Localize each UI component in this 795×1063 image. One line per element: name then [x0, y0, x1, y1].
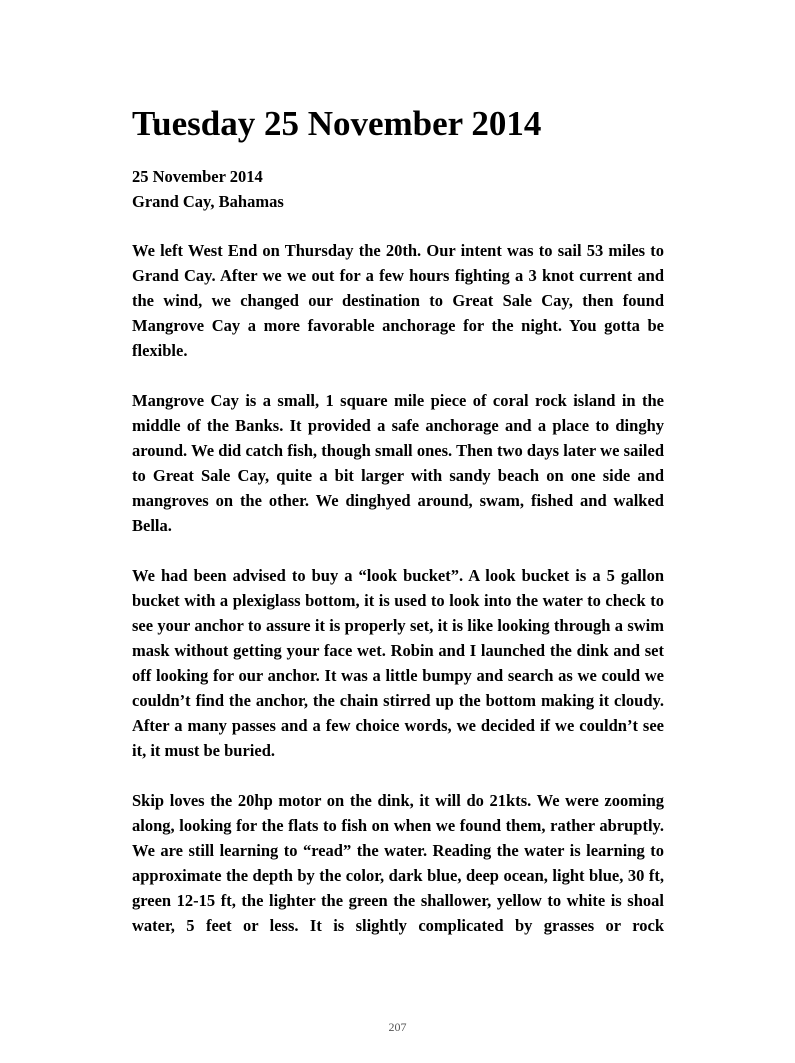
page-number: 207	[388, 1020, 407, 1034]
paragraph: We had been advised to buy a “look bucket”. A look bucket is a 5 gallon bucket with a plexiglass bottom, it is used to look into the water to check to see your anchor to assure it is properly set, it is like looking through a swim mask without getting your face wet. Robin and I launched the dink and set off looking for our anchor. It was a little bumpy and search as we could we couldn’t find the anchor, the chain stirred up the bottom making it cloudy. After a many passes and a few choice words, we decided if we couldn’t see it, it must be buried.	[132, 566, 664, 760]
paragraph: Skip loves the 20hp motor on the dink, it will do 21kts. We were zooming along, looking for the flats to fish on when we found them, rather abruptly. We are still learning to “read” the water. Reading the water is learning to approximate the depth by the color, dark blue, deep ocean, light blue, 30 ft, green 12-15 ft, the lighter the green the shallower, yellow to white is shoal water, 5 feet or less. It is slightly complicated by grasses or rock	[132, 791, 664, 935]
entry-meta	[132, 164, 284, 214]
page-title: Tuesday 25 November 2014	[132, 104, 542, 143]
paragraph: We left West End on Thursday the 20th. Our intent was to sail 53 miles to Grand Cay. After we we out for a few hours fighting a 3 knot current and the wind, we changed our destination to Great Sale Cay, then found Mangrove Cay a more favorable anchorage for the night. You gotta be flexible.	[132, 241, 664, 360]
paragraph: Mangrove Cay is a small, 1 square mile piece of coral rock island in the middle of the Banks. It provided a safe anchorage and a place to dinghy around. We did catch fish, though small ones. Then two days later we sailed to Great Sale Cay, quite a bit larger with sandy beach on one side and mangroves on the other. We dinghyed around, swam, fished and walked Bella.	[132, 391, 664, 535]
entry-body	[132, 238, 664, 963]
entry-location: Grand Cay, Bahamas	[132, 192, 284, 211]
entry-date: 25 November 2014	[132, 167, 263, 186]
